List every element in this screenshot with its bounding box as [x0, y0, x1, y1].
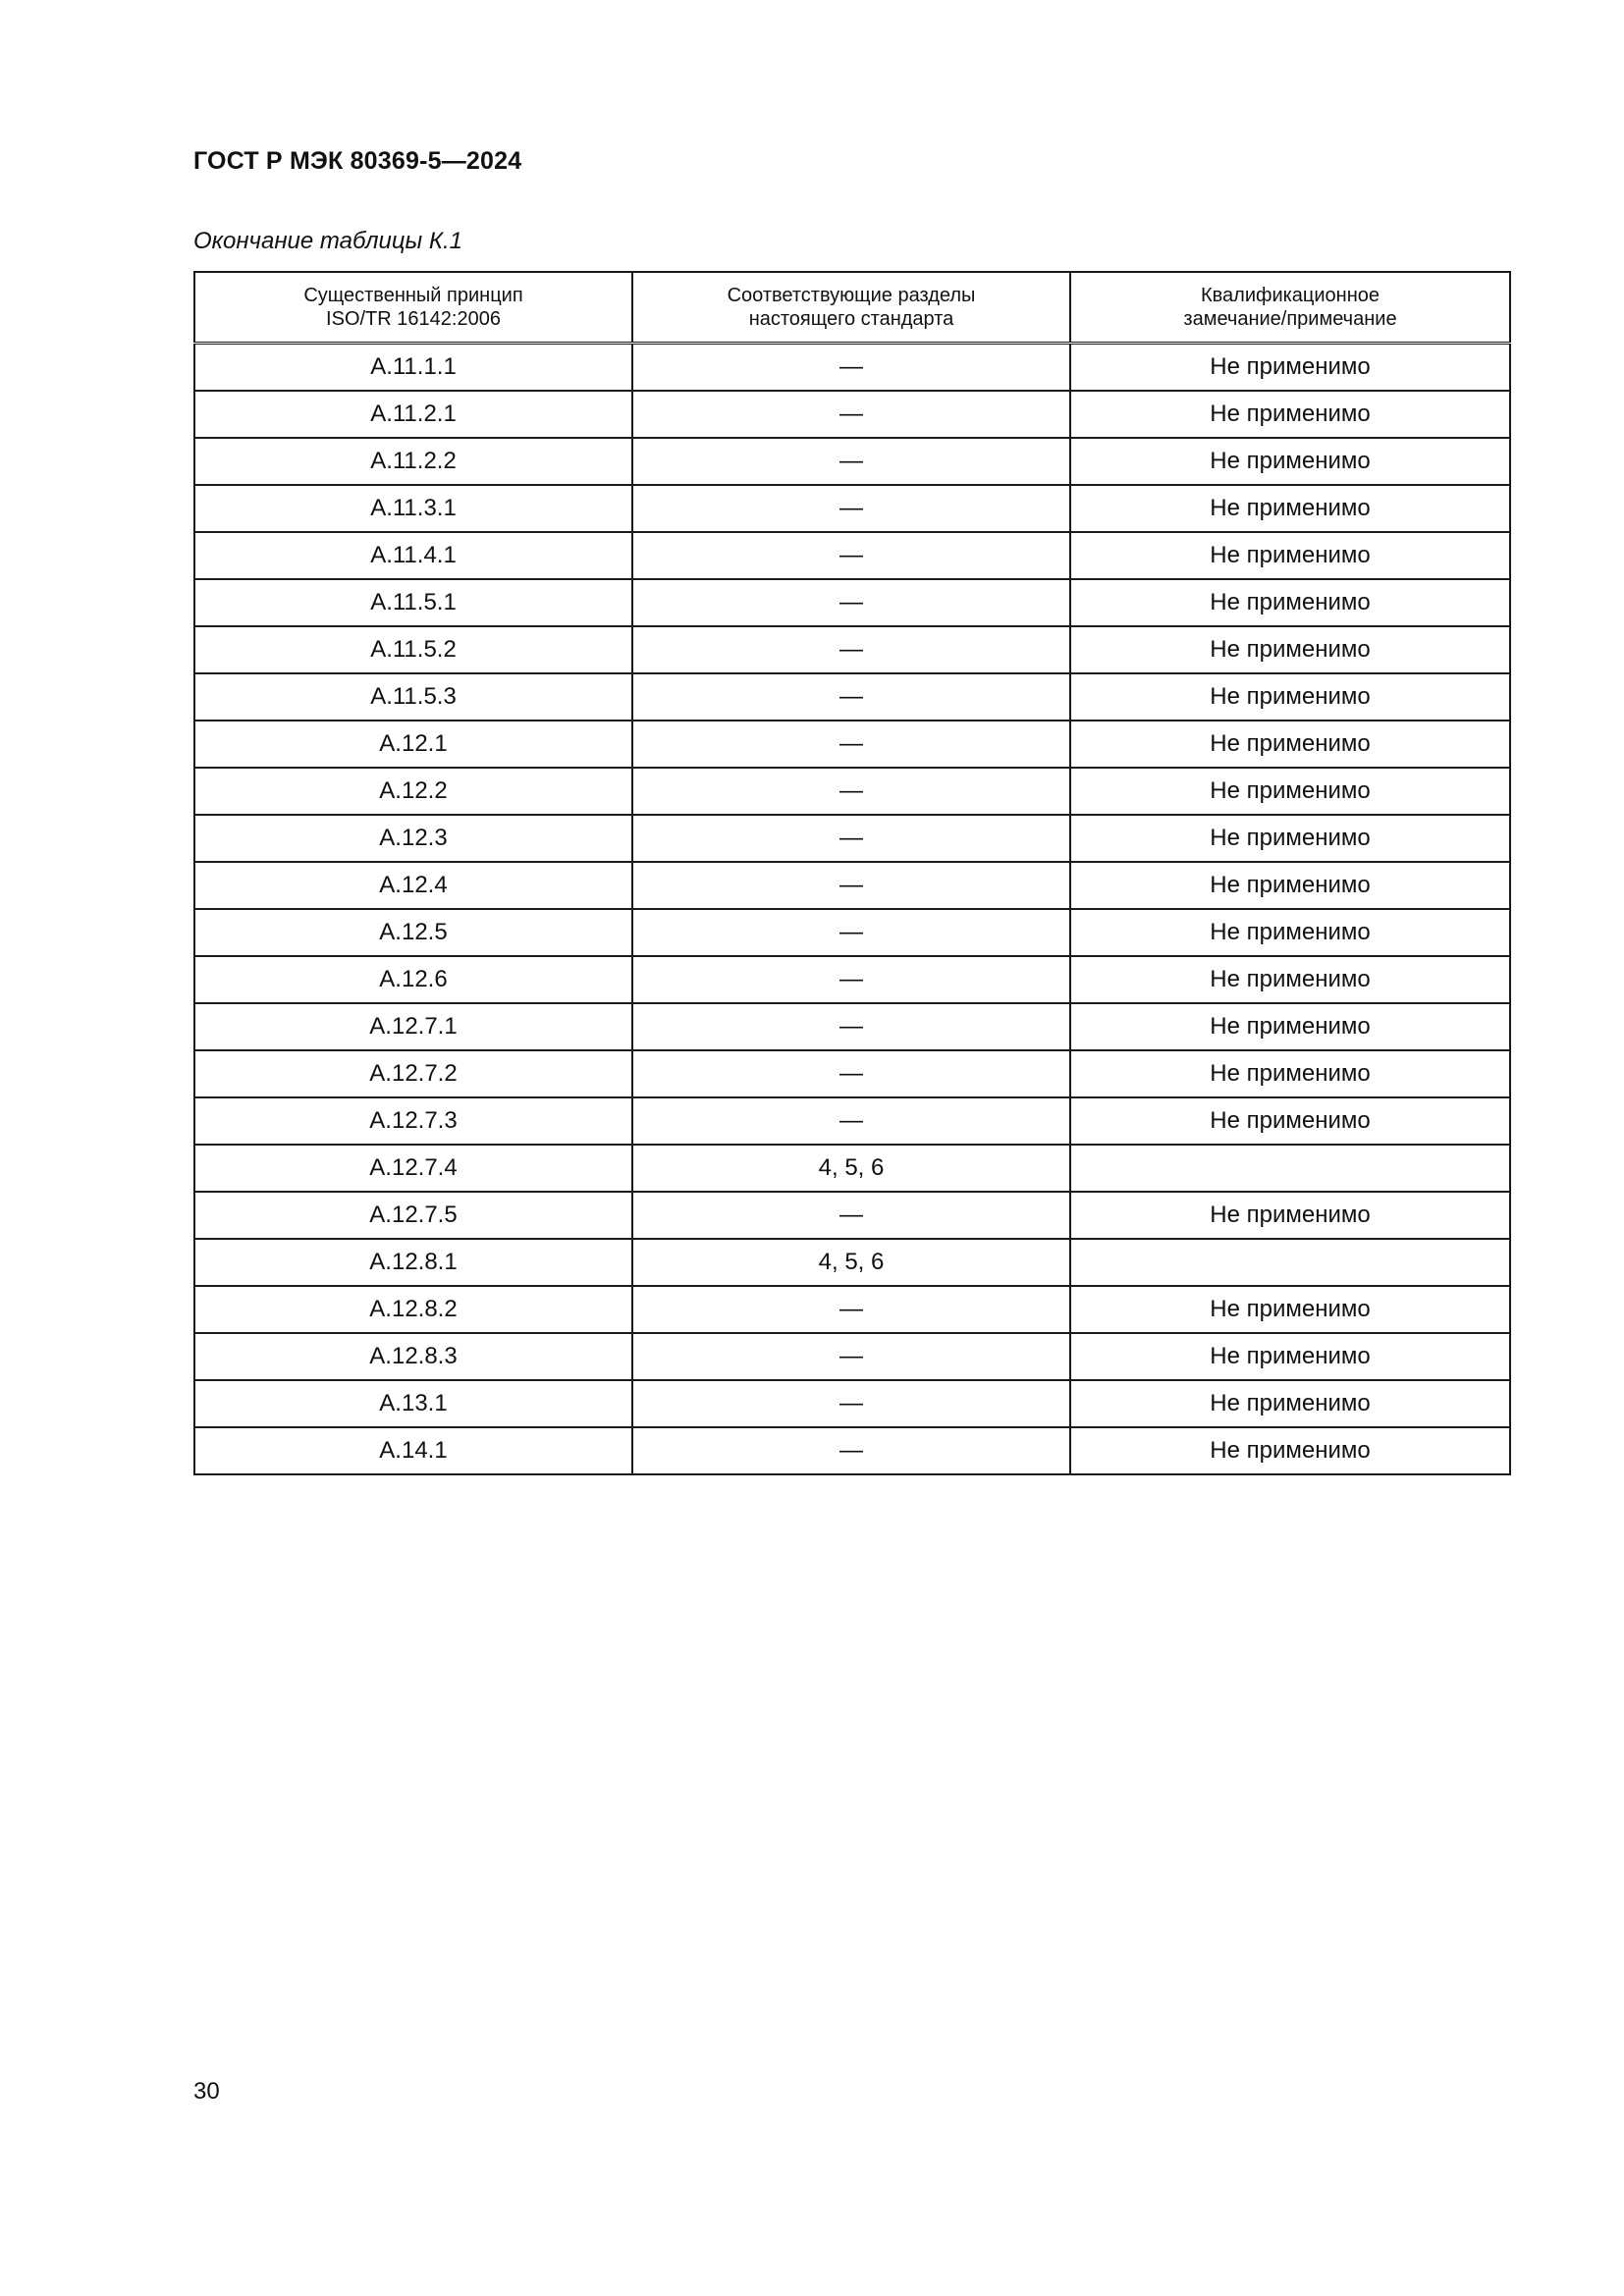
cell-principle: A.11.1.1 [194, 344, 632, 392]
cell-sections: — [632, 909, 1070, 956]
table-row [194, 1050, 1510, 1097]
table-row [194, 438, 1510, 485]
cell-sections: — [632, 956, 1070, 1003]
table-row [194, 768, 1510, 815]
column-header-line: настоящего стандарта [748, 308, 954, 330]
cell-principle: A.12.7.5 [194, 1192, 632, 1239]
cell-remark [1070, 1239, 1510, 1286]
cell-principle: A.11.4.1 [194, 532, 632, 579]
column-header-line: ISO/TR 16142:2006 [326, 308, 501, 330]
cell-principle: A.12.3 [194, 815, 632, 862]
cell-sections: — [632, 344, 1070, 392]
column-header-line: Квалификационное [1200, 285, 1380, 306]
table-row [194, 956, 1510, 1003]
table-row [194, 815, 1510, 862]
cell-sections: — [632, 532, 1070, 579]
cell-sections: — [632, 1192, 1070, 1239]
cell-remark: Не применимо [1070, 1003, 1510, 1050]
cell-sections: — [632, 438, 1070, 485]
cell-principle: A.12.5 [194, 909, 632, 956]
table-row [194, 391, 1510, 438]
cell-remark: Не применимо [1070, 1380, 1510, 1427]
cell-principle: A.11.3.1 [194, 485, 632, 532]
table-row [194, 1003, 1510, 1050]
cell-sections: — [632, 862, 1070, 909]
cell-remark: Не применимо [1070, 1050, 1510, 1097]
cell-remark: Не применимо [1070, 1097, 1510, 1145]
cell-remark: Не применимо [1070, 956, 1510, 1003]
cell-remark: Не применимо [1070, 532, 1510, 579]
table-caption: Окончание таблицы К.1 [193, 228, 463, 254]
cell-principle: A.13.1 [194, 1380, 632, 1427]
cell-remark: Не применимо [1070, 579, 1510, 626]
cell-sections: — [632, 579, 1070, 626]
table-header [194, 272, 1510, 344]
cell-principle: A.12.2 [194, 768, 632, 815]
table-row [194, 862, 1510, 909]
cell-remark: Не применимо [1070, 815, 1510, 862]
cell-remark: Не применимо [1070, 1286, 1510, 1333]
cell-sections: — [632, 626, 1070, 673]
cell-sections: — [632, 815, 1070, 862]
cell-sections: — [632, 1333, 1070, 1380]
cell-principle: A.12.7.1 [194, 1003, 632, 1050]
table-row [194, 721, 1510, 768]
column-header-remark [1070, 272, 1510, 344]
table-header-row [194, 272, 1510, 344]
cell-principle: A.12.6 [194, 956, 632, 1003]
cell-remark: Не применимо [1070, 438, 1510, 485]
cell-remark [1070, 1145, 1510, 1192]
table-row [194, 1427, 1510, 1474]
table-row [194, 1380, 1510, 1427]
cell-principle: A.12.1 [194, 721, 632, 768]
cell-sections: — [632, 768, 1070, 815]
cell-principle: A.14.1 [194, 1427, 632, 1474]
page-number: 30 [193, 2078, 220, 2105]
cell-sections: — [632, 1003, 1070, 1050]
cell-sections: — [632, 1286, 1070, 1333]
table-row [194, 1286, 1510, 1333]
cell-sections: 4, 5, 6 [632, 1145, 1070, 1192]
column-header-sections [632, 272, 1070, 344]
cell-remark: Не применимо [1070, 485, 1510, 532]
cell-sections: — [632, 1427, 1070, 1474]
cell-sections: — [632, 673, 1070, 721]
document-header: ГОСТ Р МЭК 80369-5—2024 [193, 147, 522, 175]
cell-sections: 4, 5, 6 [632, 1239, 1070, 1286]
cell-remark: Не применимо [1070, 862, 1510, 909]
cell-remark: Не применимо [1070, 768, 1510, 815]
column-header-line: замечание/примечание [1183, 308, 1397, 330]
table-row [194, 579, 1510, 626]
cell-principle: A.11.2.1 [194, 391, 632, 438]
cell-principle: A.12.8.2 [194, 1286, 632, 1333]
cell-principle: A.12.7.4 [194, 1145, 632, 1192]
table-row [194, 1097, 1510, 1145]
cell-principle: A.11.5.2 [194, 626, 632, 673]
cell-remark: Не применимо [1070, 626, 1510, 673]
table-row [194, 673, 1510, 721]
cell-sections: — [632, 1050, 1070, 1097]
column-header-line: Существенный принцип [303, 285, 523, 306]
table-row [194, 344, 1510, 392]
cell-remark: Не применимо [1070, 673, 1510, 721]
cell-principle: A.12.7.2 [194, 1050, 632, 1097]
cell-principle: A.11.5.1 [194, 579, 632, 626]
cell-sections: — [632, 721, 1070, 768]
cell-sections: — [632, 391, 1070, 438]
cell-remark: Не применимо [1070, 344, 1510, 392]
cell-remark: Не применимо [1070, 909, 1510, 956]
table-row [194, 626, 1510, 673]
column-header-principle [194, 272, 632, 344]
table-row [194, 532, 1510, 579]
cell-sections: — [632, 1097, 1070, 1145]
cell-remark: Не применимо [1070, 721, 1510, 768]
cell-principle: A.12.8.1 [194, 1239, 632, 1286]
cell-remark: Не применимо [1070, 1427, 1510, 1474]
table-body [194, 344, 1510, 1475]
table-row [194, 485, 1510, 532]
column-header-line: Соответствующие разделы [727, 285, 976, 306]
table-row [194, 1192, 1510, 1239]
cell-principle: A.12.7.3 [194, 1097, 632, 1145]
cell-principle: A.11.5.3 [194, 673, 632, 721]
cell-principle: A.12.4 [194, 862, 632, 909]
cell-principle: A.11.2.2 [194, 438, 632, 485]
cell-remark: Не применимо [1070, 1333, 1510, 1380]
compliance-table [193, 271, 1511, 1475]
cell-principle: A.12.8.3 [194, 1333, 632, 1380]
table-row [194, 1239, 1510, 1286]
table-row [194, 1333, 1510, 1380]
cell-remark: Не применимо [1070, 1192, 1510, 1239]
table-row [194, 909, 1510, 956]
cell-sections: — [632, 485, 1070, 532]
table-row [194, 1145, 1510, 1192]
cell-sections: — [632, 1380, 1070, 1427]
cell-remark: Не применимо [1070, 391, 1510, 438]
